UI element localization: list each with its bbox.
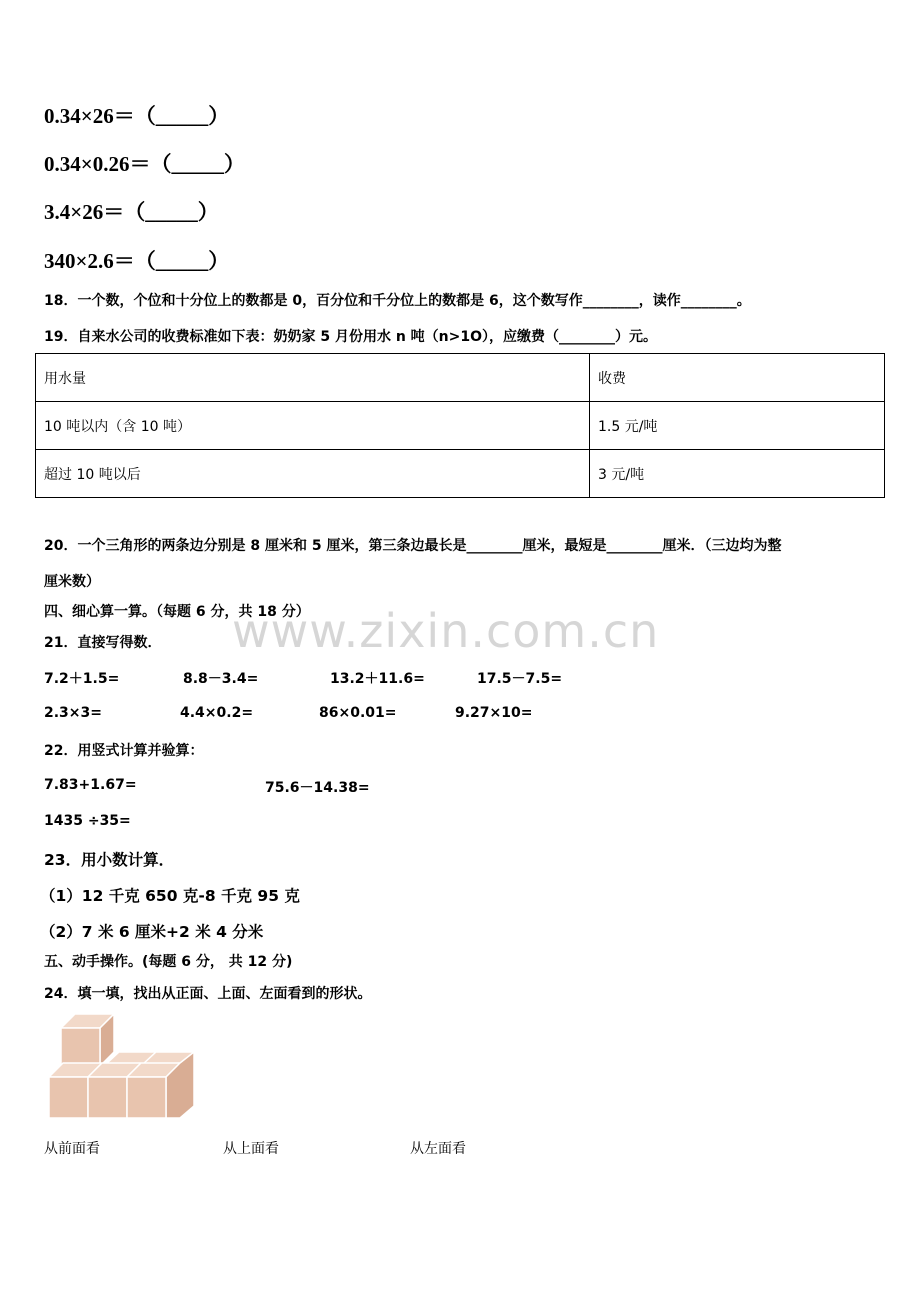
question-23-part-1: （1）12 千克 650 克-8 千克 95 克 [40, 887, 300, 905]
equation-1: 0.34×26＝（_____） [44, 104, 230, 128]
calc-item: 17.5－7.5= [477, 671, 563, 687]
calc-item: 1435 ÷35= [44, 813, 131, 829]
question-20: 20．一个三角形的两条边分别是 8 厘米和 5 厘米，第三条边最长是________厘米，最短是________厘米．（三边均为整 [44, 538, 782, 554]
section-5-heading: 五、动手操作。(每题 6 分， 共 12 分) [44, 954, 293, 970]
cube-face [61, 1028, 100, 1066]
table-header-cell: 用水量 [36, 354, 590, 402]
question-21: 21．直接写得数． [44, 635, 162, 651]
table-header-row [36, 354, 885, 402]
fee-table [35, 353, 885, 498]
table-cell: 超过 10 吨以后 [36, 450, 590, 498]
calc-item: 7.2＋1.5= [44, 671, 120, 687]
cube-face [49, 1077, 88, 1118]
calc-item: 4.4×0.2= [180, 705, 254, 721]
table-row [36, 450, 885, 498]
calc-item: 7.83+1.67= [44, 777, 137, 793]
calc-item: 86×0.01= [319, 705, 397, 721]
watermark: www.zixin.com.cn [232, 604, 660, 658]
question-22: 22．用竖式计算并验算： [44, 743, 204, 759]
cube-face [88, 1077, 127, 1118]
table-cell: 10 吨以内（含 10 吨） [36, 402, 590, 450]
calc-item: 13.2＋11.6= [330, 671, 425, 687]
cube-stack-figure [44, 1010, 200, 1122]
table-cell: 1.5 元/吨 [590, 402, 885, 450]
equation-4: 340×2.6＝（_____） [44, 249, 230, 273]
view-label-left: 从左面看 [410, 1141, 466, 1157]
question-19: 19．自来水公司的收费标准如下表：奶奶家 5 月份用水 n 吨（n>1O），应缴费（________）元。 [44, 329, 658, 345]
question-20-cont: 厘米数） [44, 574, 100, 590]
question-24: 24．填一填，找出从正面、上面、左面看到的形状。 [44, 986, 372, 1002]
question-18: 18．一个数，个位和十分位上的数都是 0，百分位和千分位上的数都是 6，这个数写作________，读作________。 [44, 293, 751, 309]
view-label-top: 从上面看 [223, 1141, 279, 1157]
cube-face [127, 1077, 166, 1118]
section-4-heading: 四、细心算一算。（每题 6 分，共 18 分） [44, 604, 310, 620]
question-23-part-2: （2）7 米 6 厘米+2 米 4 分米 [40, 923, 264, 941]
question-23: 23．用小数计算． [44, 851, 175, 869]
equation-2: 0.34×0.26＝（_____） [44, 152, 245, 176]
equation-3: 3.4×26＝（_____） [44, 200, 219, 224]
table-row [36, 402, 885, 450]
table-cell: 3 元/吨 [590, 450, 885, 498]
table-header-cell: 收费 [590, 354, 885, 402]
calc-item: 2.3×3= [44, 705, 103, 721]
view-label-front: 从前面看 [44, 1141, 100, 1157]
calc-item: 9.27×10= [455, 705, 533, 721]
calc-item: 8.8－3.4= [183, 671, 259, 687]
calc-item: 75.6－14.38= [265, 780, 370, 796]
